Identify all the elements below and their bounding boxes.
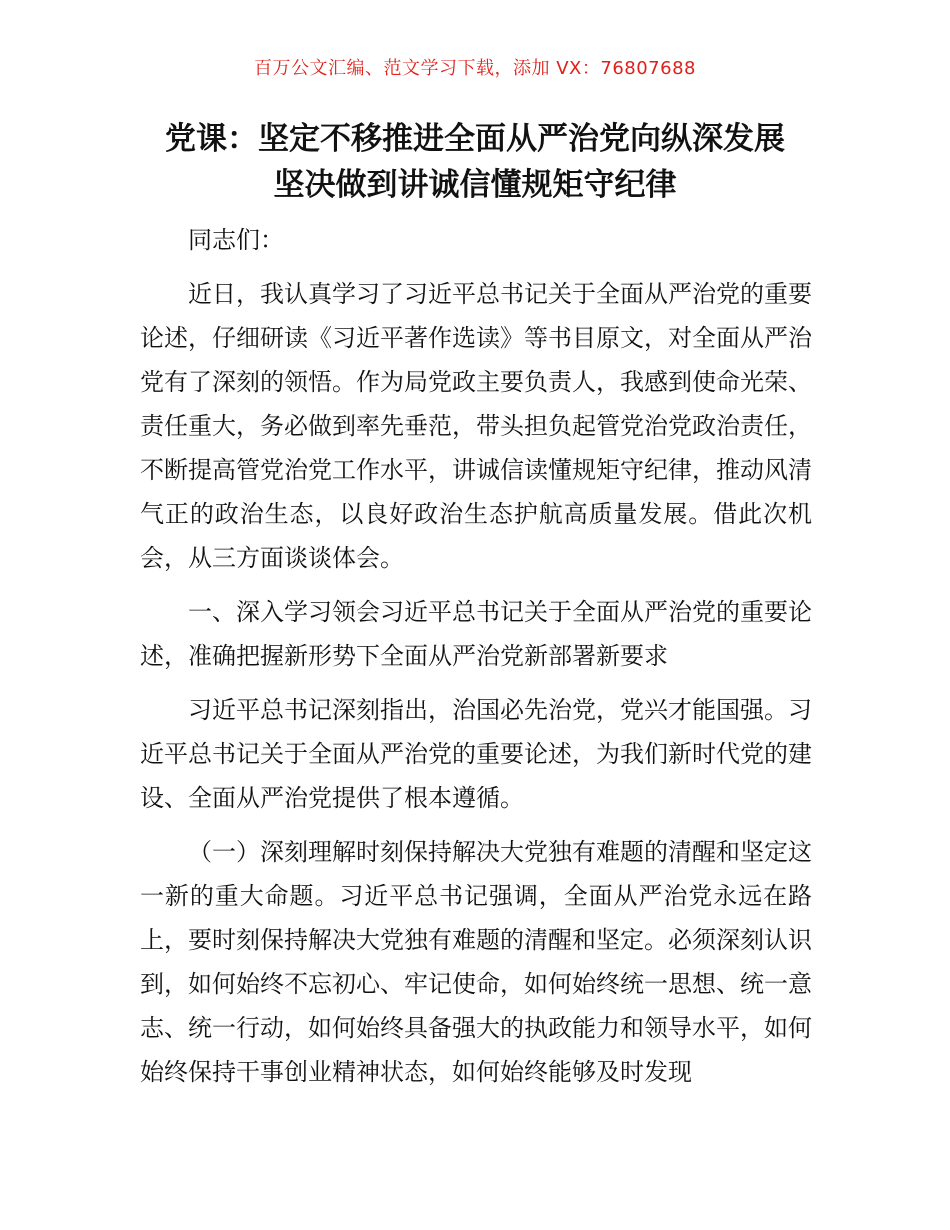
paragraph-subsection-1: （一）深刻理解时刻保持解决大党独有难题的清醒和坚定这一新的重大命题。习近平总书记强调，全面从严治党永远在路上，要时刻保持解决大党独有难题的清醒和坚定。必须深刻认识到，如何始终不忘初心、牢记使命，如何始终统一思想、统一意志、统一行动，如何始终具备强大的执政能力和领导水平，如何始终保持干事创业精神状态，如何始终能够及时发现: [140, 838, 812, 1086]
header-banner: 百万公文汇编、范文学习下载，添加 VX：76807688: [254, 58, 696, 79]
title-line-1: 党课：坚定不移推进全面从严治党向纵深发展: [165, 121, 785, 157]
title-line-2: 坚决做到讲诚信懂规矩守纪律: [273, 167, 677, 203]
document-title: [60, 116, 890, 208]
paragraph-intro: 近日，我认真学习了习近平总书记关于全面从严治党的重要论述，仔细研读《习近平著作选读》等书目原文，对全面从严治党有了深刻的领悟。作为局党政主要负责人，我感到使命光荣、责任重大，务必做到率先垂范，带头担负起管党治党政治责任，不断提高管党治党工作水平，讲诚信读懂规矩守纪律，推动风清气正的政治生态，以良好政治生态护航高质量发展。借此次机会，从三方面谈谈体会。: [140, 280, 812, 572]
salutation: 同志们：: [188, 226, 284, 254]
paragraph-section-1: 习近平总书记深刻指出，治国必先治党，党兴才能国强。习近平总书记关于全面从严治党的重要论述，为我们新时代党的建设、全面从严治党提供了根本遵循。: [140, 696, 812, 812]
document-body: [140, 218, 812, 1104]
section-heading-1: 一、深入学习领会习近平总书记关于全面从严治党的重要论述，准确把握新形势下全面从严治党新部署新要求: [140, 598, 812, 670]
